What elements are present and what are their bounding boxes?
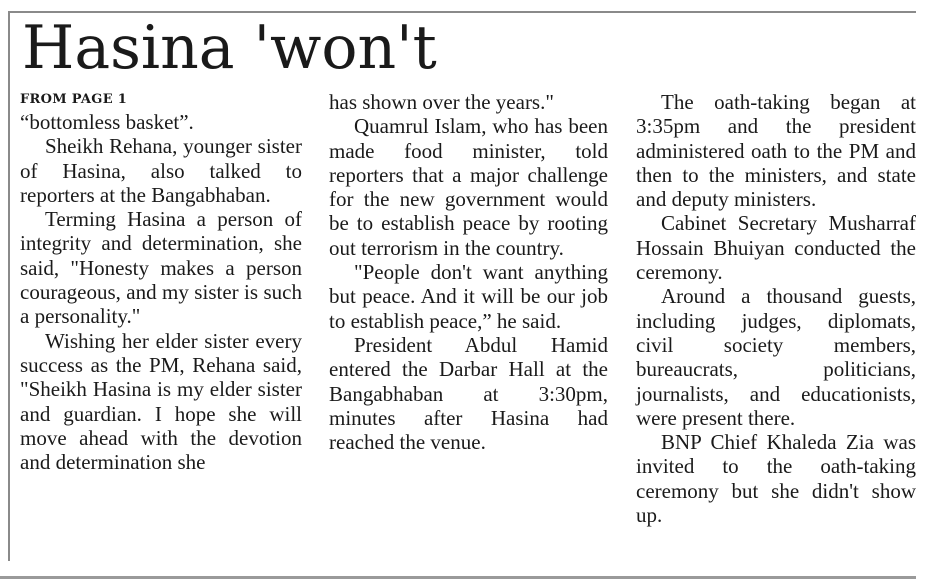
jump-label: FROM PAGE 1 — [20, 92, 128, 107]
paragraph: President Abdul Hamid entered the Darbar Hall at the Bangabhaban at 3:30pm, minutes after Hasina had reached the venue. — [329, 332, 608, 455]
paragraph: Terming Hasina a person of integrity and determination, she said, "Honesty makes a person courageous, and my sister is such a personality." — [20, 207, 302, 329]
left-rule — [8, 13, 10, 561]
paragraph: Around a thousand guests, including judges, diplomats, civil society members, bureaucrats, politicians, journalists, and educationists, were present there. — [636, 284, 916, 430]
paragraph: BNP Chief Khaleda Zia was invited to the oath-taking ceremony but she didn't show up. — [636, 430, 916, 528]
bottom-rule — [0, 576, 916, 579]
paragraph: The oath-taking began at 3:35pm and the president administered oath to the PM and then to the ministers, and state and deputy ministers. — [636, 90, 916, 212]
article-column-1 — [20, 90, 302, 474]
headline: Hasina 'won't — [22, 13, 437, 83]
paragraph: has shown over the years." — [329, 90, 554, 114]
paragraph: Quamrul Islam, who has been made food minister, told reporters that a major challenge for the new government would be to establish peace by rooting out terrorism in the country. — [329, 114, 608, 260]
article-column-3 — [636, 90, 916, 527]
paragraph: Wishing her elder sister every success as the PM, Rehana said, "Sheikh Hasina is my elder sister and guardian. I hope she will move ahead with the devotion and determination she — [20, 328, 302, 475]
paragraph: Cabinet Secretary Musharraf Hossain Bhuiyan conducted the ceremony. — [636, 211, 916, 285]
paragraph: Sheikh Rehana, younger sister of Hasina, also talked to reporters at the Bangabhaban. — [20, 134, 302, 207]
paragraph: "People don't want anything but peace. And it will be our job to establish peace,” he said. — [329, 260, 608, 333]
article-column-2 — [329, 90, 608, 454]
paragraph: “bottomless basket”. — [20, 110, 194, 134]
